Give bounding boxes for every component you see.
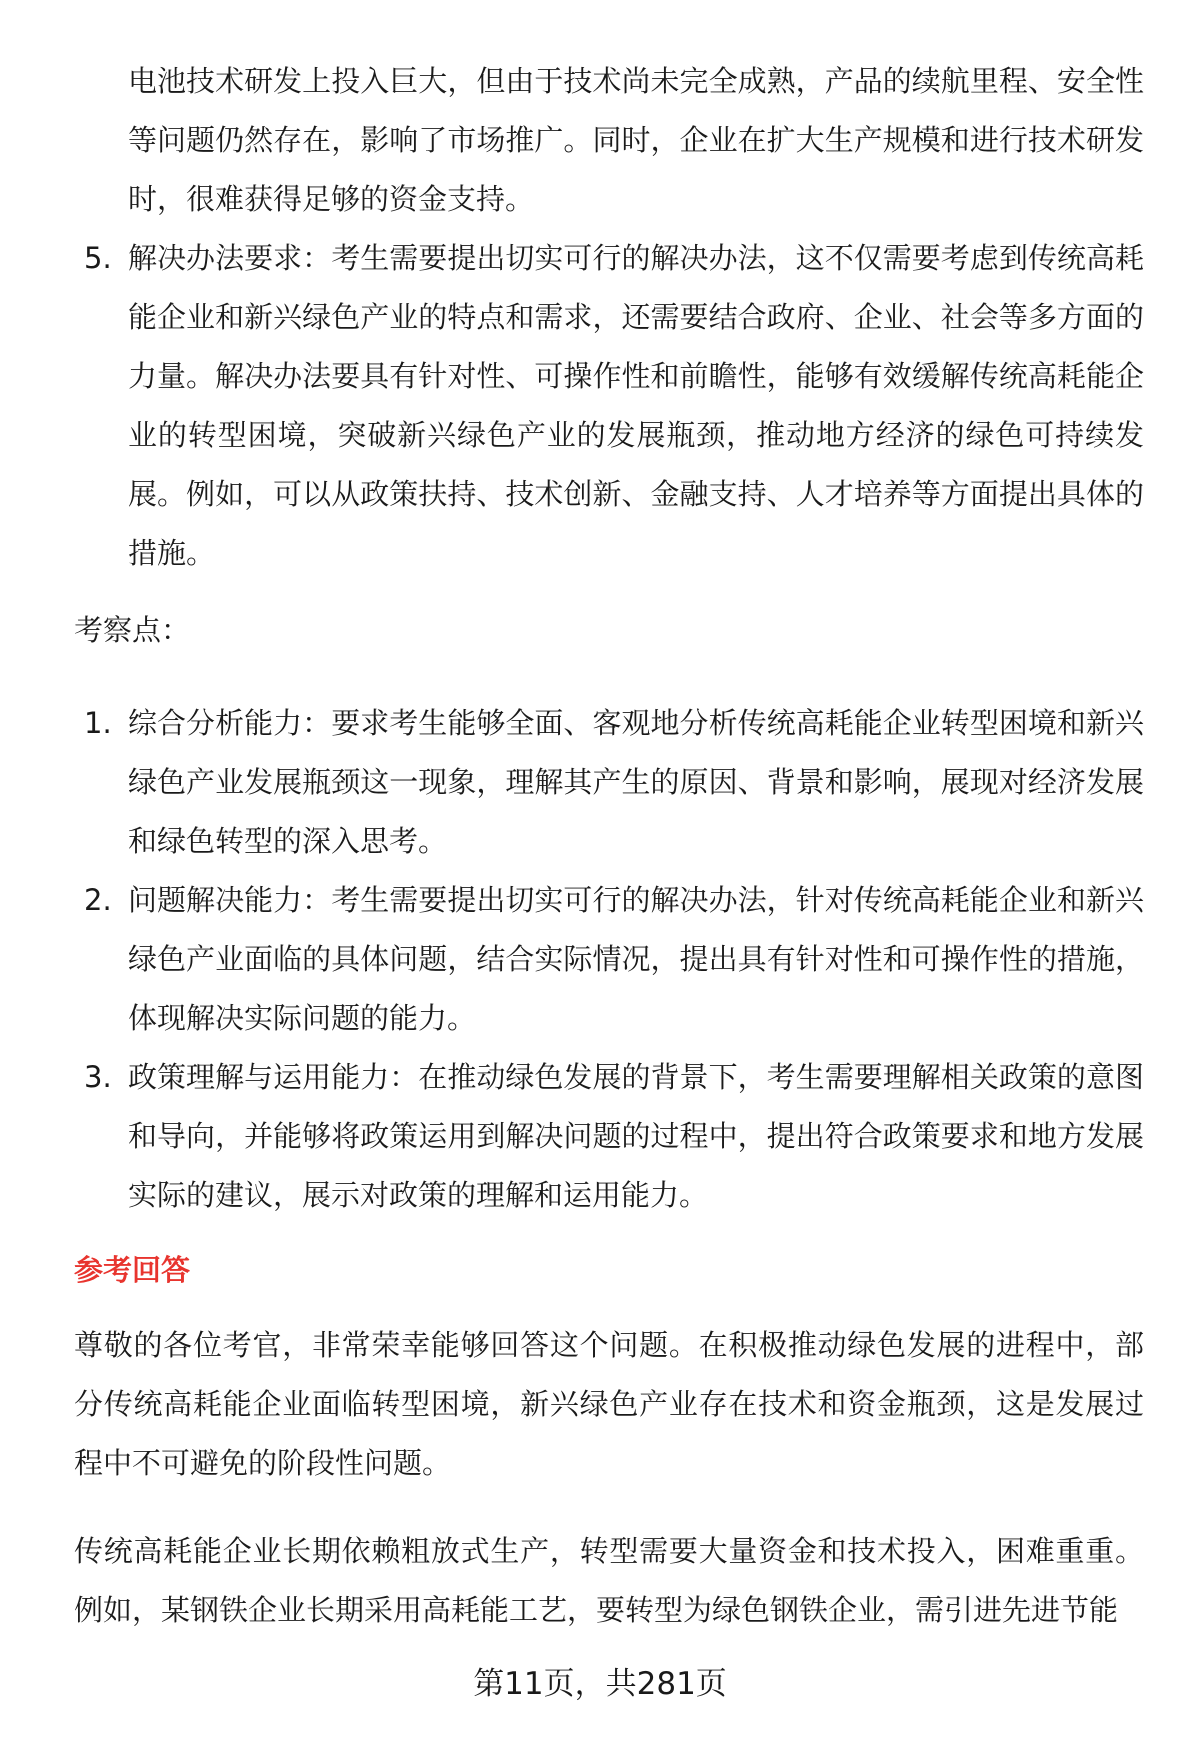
list-item-text: 电池技术研发上投入巨大，但由于技术尚未完全成熟，产品的续航里程、安全性等问题仍然存在，影响了市场推广。同时，企业在扩大生产规模和进行技术研发时，很难获得足够的资金支持。 bbox=[128, 64, 1144, 216]
list-item-number: 2. bbox=[84, 883, 112, 917]
list-item-number: 3. bbox=[84, 1060, 112, 1094]
page-number-footer: 第11页，共281页 bbox=[473, 1666, 727, 1702]
list-item-continued bbox=[74, 52, 1144, 229]
list-item-point-2 bbox=[74, 871, 1144, 1048]
section-label-examination-points: 考察点： bbox=[74, 613, 191, 647]
answer-paragraph-1: 尊敬的各位考官，非常荣幸能够回答这个问题。在积极推动绿色发展的进程中，部分传统高耗能企业面临转型困境，新兴绿色产业存在技术和资金瓶颈，这是发展过程中不可避免的阶段性问题。 bbox=[74, 1328, 1144, 1480]
list-item-point-1 bbox=[74, 694, 1144, 871]
list-item-text: 解决办法要求：考生需要提出切实可行的解决办法，这不仅需要考虑到传统高耗能企业和新兴绿色产业的特点和需求，还需要结合政府、企业、社会等多方面的力量。解决办法要具有针对性、可操作性和前瞻性，能够有效缓解传统高耗能企业的转型困境，突破新兴绿色产业的发展瓶颈，推动地方经济的绿色可持续发展。例如，可以从政策扶持、技术创新、金融支持、人才培养等方面提出具体的措施。 bbox=[128, 241, 1144, 570]
list-item-text: 问题解决能力：考生需要提出切实可行的解决办法，针对传统高耗能企业和新兴绿色产业面临的具体问题，结合实际情况，提出具有针对性和可操作性的措施，体现解决实际问题的能力。 bbox=[128, 883, 1144, 1035]
reference-answer-heading: 参考回答 bbox=[74, 1253, 191, 1287]
answer-paragraph-2: 传统高耗能企业长期依赖粗放式生产，转型需要大量资金和技术投入，困难重重。例如，某钢铁企业长期采用高耗能工艺，要转型为绿色钢铁企业，需引进先进节能 bbox=[74, 1534, 1144, 1627]
page-content bbox=[74, 52, 1144, 1662]
list-item-text: 政策理解与运用能力：在推动绿色发展的背景下，考生需要理解相关政策的意图和导向，并能够将政策运用到解决问题的过程中，提出符合政策要求和地方发展实际的建议，展示对政策的理解和运用能力。 bbox=[128, 1060, 1144, 1212]
list-item-number: 5. bbox=[84, 241, 112, 275]
list-item-number: 1. bbox=[84, 706, 112, 740]
list-item-5 bbox=[74, 229, 1144, 583]
list-item-text: 综合分析能力：要求考生能够全面、客观地分析传统高耗能企业转型困境和新兴绿色产业发展瓶颈这一现象，理解其产生的原因、背景和影响，展现对经济发展和绿色转型的深入思考。 bbox=[128, 706, 1144, 858]
list-item-point-3 bbox=[74, 1048, 1144, 1225]
